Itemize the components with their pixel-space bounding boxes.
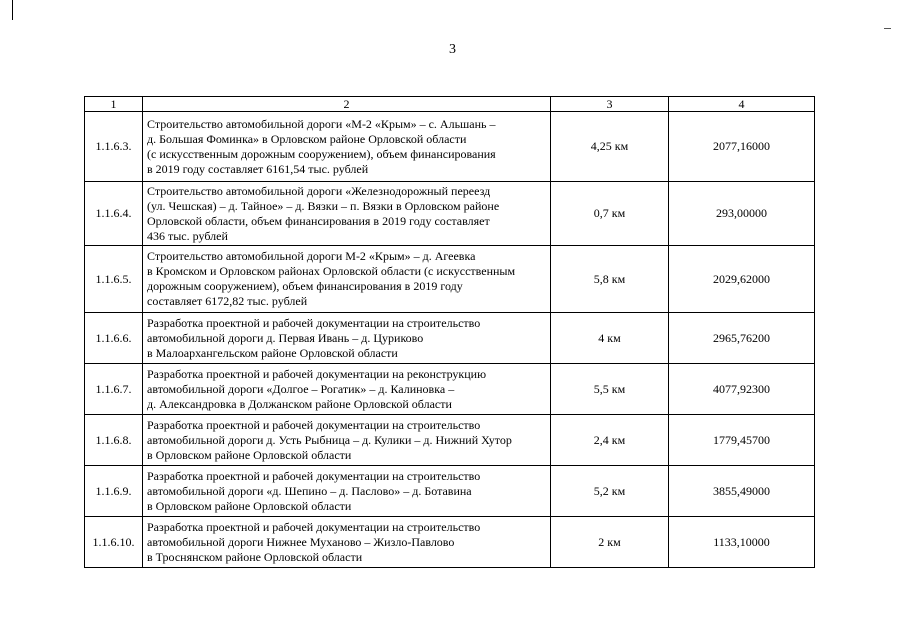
description-line: в Орловском районе Орловской области	[147, 447, 352, 462]
funding-amount: 2965,76200	[669, 313, 815, 364]
description-line: д. Александровка в Должанском районе Орловской области	[147, 396, 452, 411]
funding-amount: 3855,49000	[669, 466, 815, 517]
item-description	[143, 466, 551, 517]
description-line: дорожным сооружением), объем финансирования в 2019 году	[147, 279, 463, 293]
description-line: Строительство автомобильной дороги М-2 «Крым» – д. Агеевка	[147, 249, 476, 263]
item-description	[143, 313, 551, 364]
description-line: д. Большая Фоминка» в Орловском районе Орловской области	[147, 131, 467, 146]
funding-amount: 1779,45700	[669, 415, 815, 466]
description-line: автомобильной дороги «Долгое – Рогатик» – д. Калиновка –	[147, 381, 455, 396]
item-number: 1.1.6.3.	[85, 112, 143, 182]
description-line: Строительство автомобильной дороги «М-2 «Крым» – с. Альшань –	[147, 116, 496, 131]
item-number: 1.1.6.4.	[85, 182, 143, 246]
description-line: составляет 6172,82 тыс. рублей	[147, 294, 308, 308]
page-number: 3	[449, 42, 456, 57]
item-number: 1.1.6.9.	[85, 466, 143, 517]
description-line: Орловской области, объем финансирования в 2019 году составляет	[147, 213, 490, 228]
description-line: автомобильной дороги Нижнее Муханово – Жизло-Павлово	[147, 534, 455, 549]
column-header-1: 1	[85, 97, 143, 112]
item-description	[143, 112, 551, 182]
item-description	[143, 517, 551, 568]
scan-dash-mark	[884, 28, 891, 29]
item-description	[143, 364, 551, 415]
road-length: 2,4 км	[551, 415, 669, 466]
table-row	[85, 246, 815, 313]
description-line: автомобильной дороги д. Усть Рыбница – д. Кулики – д. Нижний Хутор	[147, 432, 512, 447]
description-line: Разработка проектной и рабочей документации на строительство	[147, 519, 481, 534]
table-row	[85, 182, 815, 246]
table-row	[85, 313, 815, 364]
column-header-4: 4	[669, 97, 815, 112]
item-number: 1.1.6.10.	[85, 517, 143, 568]
description-line: в Орловском районе Орловской области	[147, 498, 352, 513]
table-row	[85, 112, 815, 182]
column-header-2: 2	[143, 97, 551, 112]
description-line: в Малоархангельском районе Орловской области	[147, 345, 398, 360]
road-length: 5,5 км	[551, 364, 669, 415]
description-line: Разработка проектной и рабочей документации на строительство	[147, 417, 481, 432]
item-description	[143, 415, 551, 466]
description-line: Разработка проектной и рабочей документации на строительство	[147, 315, 481, 330]
column-header-3: 3	[551, 97, 669, 112]
funding-amount: 4077,92300	[669, 364, 815, 415]
table-row	[85, 466, 815, 517]
description-line: 436 тыс. рублей	[147, 228, 228, 243]
table-row	[85, 415, 815, 466]
table-header-row	[85, 97, 815, 112]
description-line: в 2019 году составляет 6161,54 тыс. рублей	[147, 161, 369, 176]
description-line: в Кромском и Орловском районах Орловской области (с искусственным	[147, 264, 516, 278]
road-length: 4 км	[551, 313, 669, 364]
item-number: 1.1.6.7.	[85, 364, 143, 415]
item-description	[143, 246, 551, 313]
description-line: (ул. Чешская) – д. Тайное» – д. Вязки – п. Вязки в Орловском районе	[147, 198, 500, 213]
table-row	[85, 517, 815, 568]
road-length: 5,2 км	[551, 466, 669, 517]
road-length: 4,25 км	[551, 112, 669, 182]
item-number: 1.1.6.5.	[85, 246, 143, 313]
road-length: 0,7 км	[551, 182, 669, 246]
road-works-table	[84, 96, 815, 568]
road-length: 2 км	[551, 517, 669, 568]
funding-amount: 293,00000	[669, 182, 815, 246]
description-line: автомобильной дороги д. Первая Ивань – д. Цуриково	[147, 330, 424, 345]
description-line: Разработка проектной и рабочей документации на строительство	[147, 468, 481, 483]
description-line: в Троснянском районе Орловской области	[147, 549, 363, 564]
description-line: Строительство автомобильной дороги «Железнодорожный переезд	[147, 183, 491, 198]
item-description	[143, 182, 551, 246]
funding-amount: 2077,16000	[669, 112, 815, 182]
table-row	[85, 364, 815, 415]
item-number: 1.1.6.6.	[85, 313, 143, 364]
description-line: (с искусственным дорожным сооружением), объем финансирования	[147, 146, 496, 161]
item-number: 1.1.6.8.	[85, 415, 143, 466]
road-length: 5,8 км	[551, 246, 669, 313]
description-line: автомобильной дороги «д. Шепино – д. Паслово» – д. Ботавина	[147, 483, 472, 498]
funding-amount: 2029,62000	[669, 246, 815, 313]
description-line: Разработка проектной и рабочей документации на реконструкцию	[147, 366, 487, 381]
scan-edge-mark	[12, 0, 13, 20]
funding-amount: 1133,10000	[669, 517, 815, 568]
